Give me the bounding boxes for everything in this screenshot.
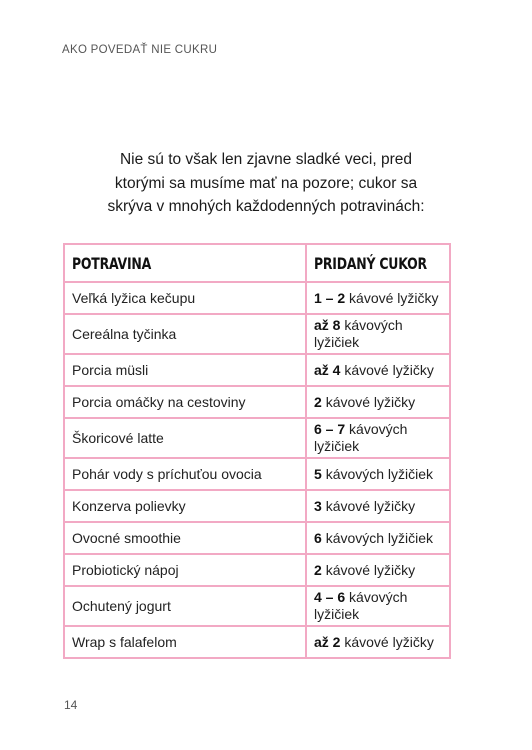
sugar-amount: až 4: [314, 361, 341, 378]
sugar-cell: [306, 314, 450, 354]
sugar-unit: kávové lyžičky: [325, 393, 416, 410]
table-header-row: [64, 244, 450, 282]
intro-line: skrýva v mnohých každodenných potravinách:: [107, 198, 425, 215]
sugar-cell: [306, 386, 450, 418]
sugar-amount: 3: [314, 497, 322, 514]
table-row: [64, 554, 450, 586]
sugar-unit: kávové lyžičky: [344, 361, 434, 378]
sugar-amount: 6 – 7: [314, 421, 346, 437]
sugar-unit: kávových lyžičiek: [314, 589, 408, 622]
food-cell: Pohár vody s príchuťou ovocia: [64, 458, 306, 490]
intro-line: Nie sú to však len zjavne sladké veci, pred: [119, 151, 413, 168]
sugar-amount: 1 – 2: [314, 289, 346, 306]
sugar-amount: 2: [314, 561, 322, 578]
table-row: [64, 354, 450, 386]
sugar-cell: [306, 554, 450, 586]
sugar-unit: kávové lyžičky: [325, 561, 416, 578]
sugar-cell: [306, 282, 450, 314]
table-row: [64, 418, 450, 458]
table-row: [64, 386, 450, 418]
sugar-amount: až 8: [314, 317, 341, 333]
column-header-sugar: [306, 244, 450, 282]
column-header-food-label: POTRAVINA: [72, 253, 151, 273]
sugar-unit: kávové lyžičky: [325, 497, 416, 514]
sugar-unit: kávové lyžičky: [349, 289, 439, 306]
sugar-cell: [306, 490, 450, 522]
sugar-table: [63, 243, 451, 659]
food-cell: Wrap s falafelom: [64, 626, 306, 658]
sugar-amount: 5: [314, 465, 322, 482]
intro-paragraph: [60, 148, 472, 219]
sugar-cell: [306, 626, 450, 658]
sugar-cell: [306, 354, 450, 386]
running-header: AKO POVEDAŤ NIE CUKRU: [62, 44, 218, 56]
sugar-cell: [306, 458, 450, 490]
page-number: 14: [64, 698, 78, 712]
table-row: [64, 522, 450, 554]
sugar-amount: až 2: [314, 633, 341, 650]
food-cell: Porcia müsli: [64, 354, 306, 386]
food-cell: Veľká lyžica kečupu: [64, 282, 306, 314]
table-row: [64, 626, 450, 658]
table-row: [64, 458, 450, 490]
food-cell: Škoricové latte: [64, 418, 306, 458]
column-header-food: [64, 244, 306, 282]
food-cell: Konzerva polievky: [64, 490, 306, 522]
table-row: [64, 314, 450, 354]
food-cell: Ochutený jogurt: [64, 586, 306, 626]
food-cell: Cereálna tyčinka: [64, 314, 306, 354]
sugar-table-container: [63, 243, 449, 659]
sugar-cell: [306, 418, 450, 458]
food-cell: Porcia omáčky na cestoviny: [64, 386, 306, 418]
food-cell: Probiotický nápoj: [64, 554, 306, 586]
sugar-cell: [306, 522, 450, 554]
sugar-unit: kávové lyžičky: [344, 633, 434, 650]
table-row: [64, 586, 450, 626]
sugar-amount: 6: [314, 529, 322, 546]
sugar-unit: kávových lyžičiek: [314, 421, 408, 454]
sugar-unit: kávových lyžičiek: [314, 317, 403, 350]
column-header-sugar-label: PRIDANÝ CUKOR: [314, 253, 427, 273]
food-cell: Ovocné smoothie: [64, 522, 306, 554]
sugar-amount: 4 – 6: [314, 589, 346, 605]
sugar-amount: 2: [314, 393, 322, 410]
table-row: [64, 490, 450, 522]
sugar-unit: kávových lyžičiek: [325, 465, 434, 482]
intro-line: ktorými sa musíme mať na pozore; cukor sa: [114, 174, 418, 192]
sugar-unit: kávových lyžičiek: [325, 529, 434, 546]
table-row: [64, 282, 450, 314]
sugar-cell: [306, 586, 450, 626]
